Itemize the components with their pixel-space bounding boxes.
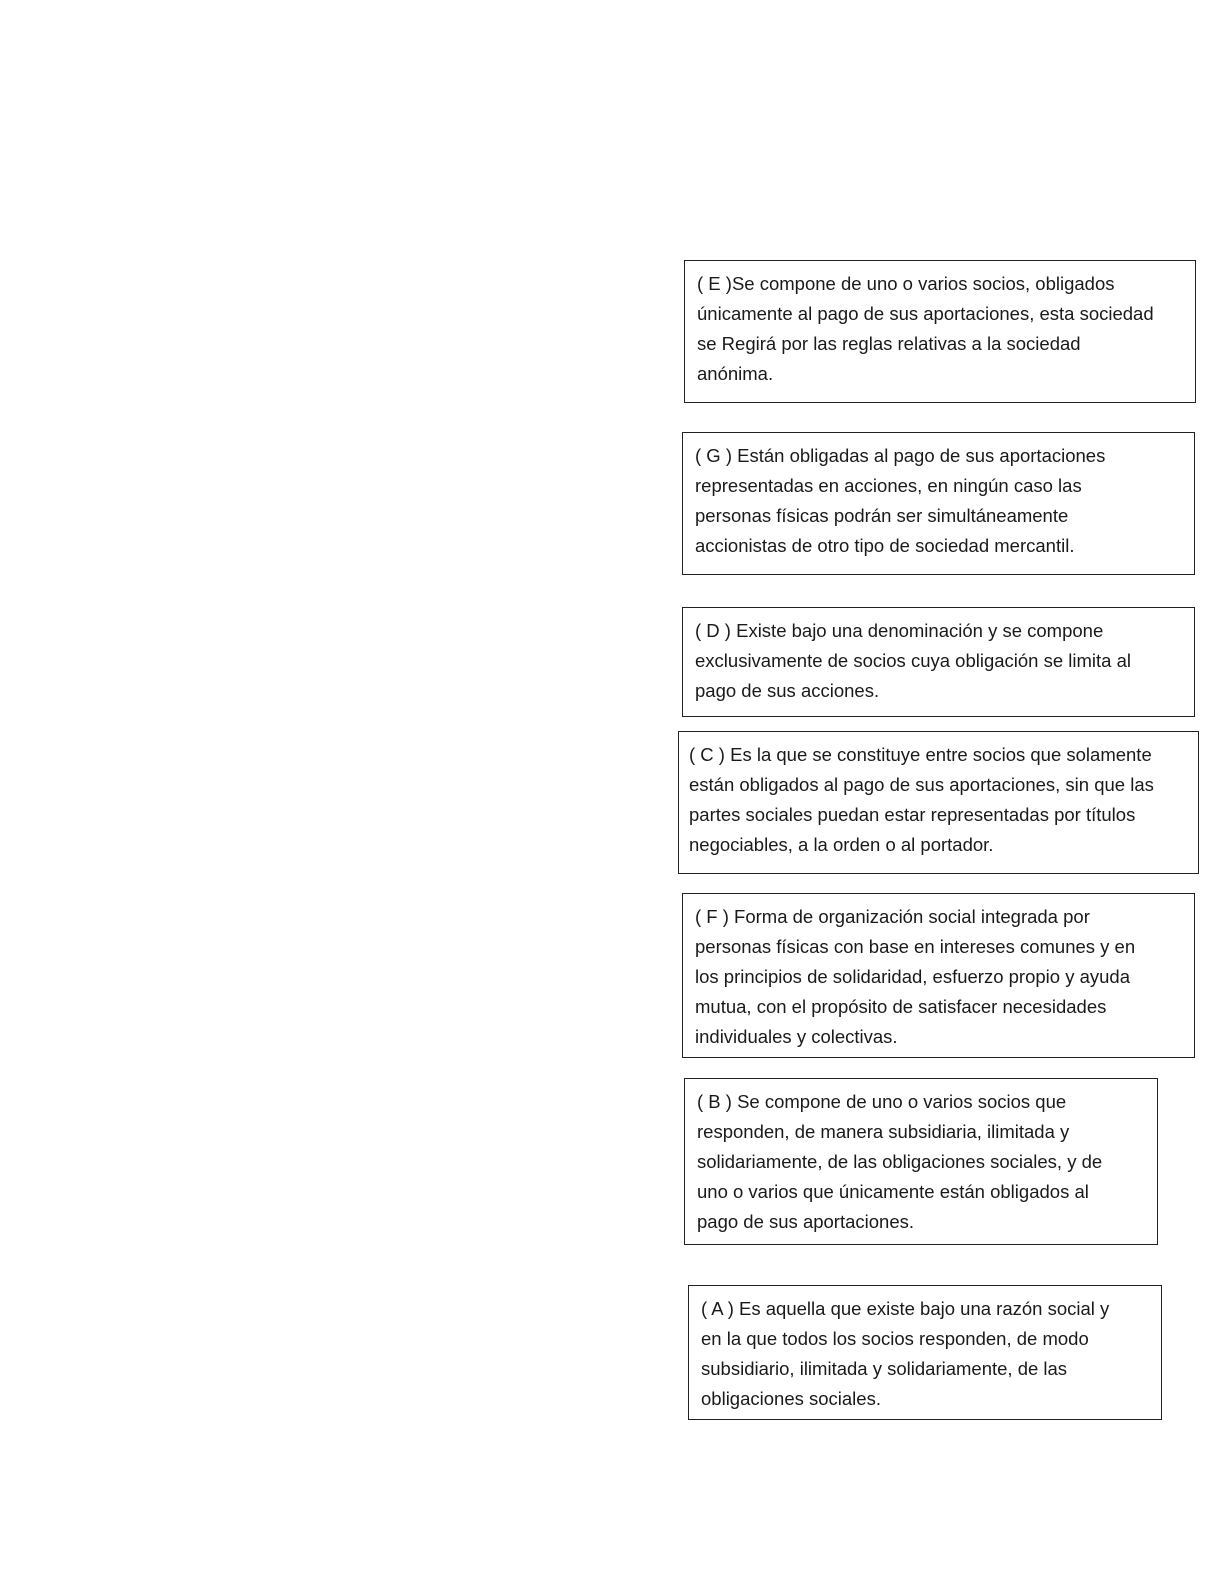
definition-box-e: ( E )Se compone de uno o varios socios, obligados únicamente al pago de sus aportaciones, esta sociedad se Regirá por las reglas relativas a la sociedad anónima. — [684, 260, 1196, 403]
definition-box-d: ( D ) Existe bajo una denominación y se compone exclusivamente de socios cuya obligación se limita al pago de sus acciones. — [682, 607, 1195, 717]
definition-box-a: ( A ) Es aquella que existe bajo una razón social y en la que todos los socios responden, de modo subsidiario, ilimitada y solidariamente, de las obligaciones sociales. — [688, 1285, 1162, 1420]
definition-box-b: ( B ) Se compone de uno o varios socios que responden, de manera subsidiaria, ilimitada y solidariamente, de las obligaciones sociales, y de uno o varios que únicamente están obligados al pago de sus aportaciones. — [684, 1078, 1158, 1245]
definition-box-f: ( F ) Forma de organización social integrada por personas físicas con base en intereses comunes y en los principios de solidaridad, esfuerzo propio y ayuda mutua, con el propósito de satisfacer necesidades individuales y colectivas. — [682, 893, 1195, 1058]
definition-box-c: ( C ) Es la que se constituye entre socios que solamente están obligados al pago de sus aportaciones, sin que las partes sociales puedan estar representadas por títulos negociables, a la orden o al portador. — [678, 731, 1199, 874]
definition-box-g: ( G ) Están obligadas al pago de sus aportaciones representadas en acciones, en ningún caso las personas físicas podrán ser simultáneamente accionistas de otro tipo de sociedad mercantil. — [682, 432, 1195, 575]
